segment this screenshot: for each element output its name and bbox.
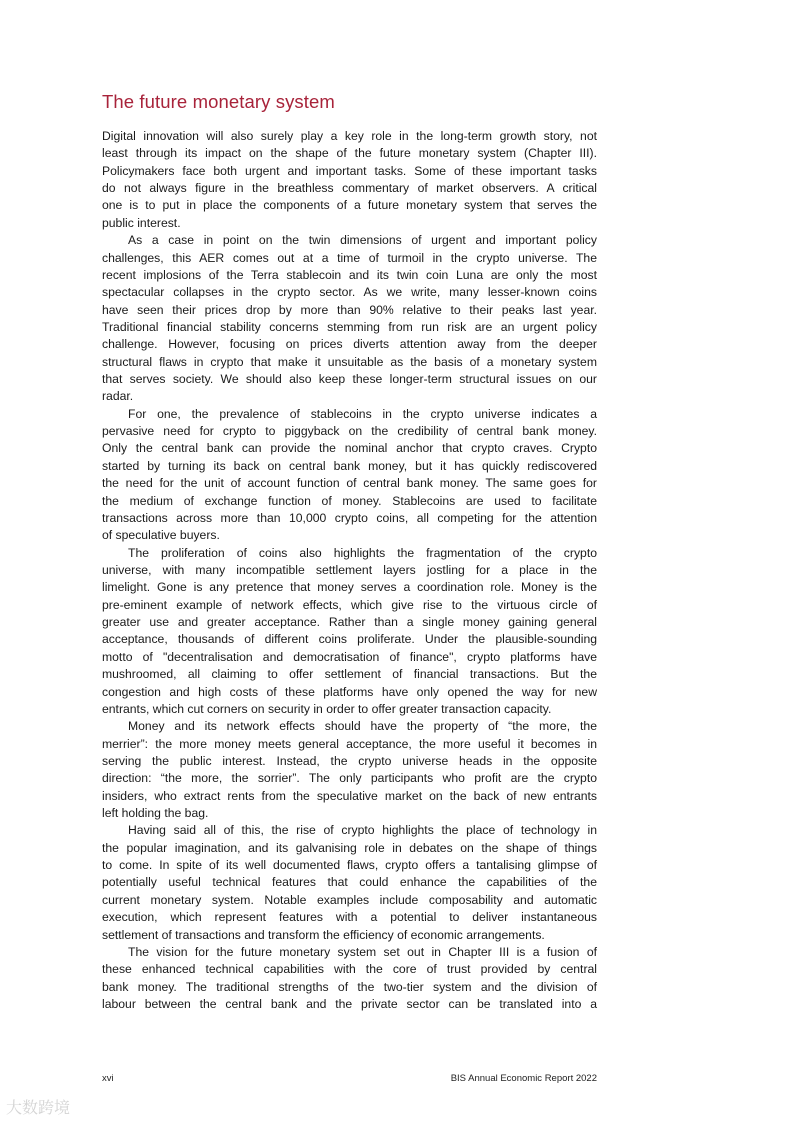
text-line: have seen their prices drop by more than 90% relative to their peaks last year. bbox=[102, 302, 597, 317]
text-line: of speculative buyers. bbox=[102, 528, 220, 543]
text-line: public interest. bbox=[102, 215, 181, 230]
text-line: to come. In spite of its well documented flaws, crypto offers a tantalising glimpse of bbox=[102, 858, 597, 873]
text-line: left holding the bag. bbox=[102, 806, 209, 821]
text-line: merrier”: the more money meets general acceptance, the more useful it becomes in bbox=[102, 736, 597, 751]
text-line: motto of "decentralisation and democratisation of finance", crypto platforms have bbox=[102, 649, 597, 664]
text-line: mushroomed, all claiming to offer settlement of financial transactions. But the bbox=[102, 667, 597, 682]
text-line: do not always figure in the breathless commentary of market observers. A critical bbox=[102, 181, 597, 196]
text-line: potentially useful technical features that could enhance the capabilities of the bbox=[102, 875, 597, 890]
text-line: universe, with many incompatible settlement layers jostling for a place in the bbox=[102, 562, 597, 577]
text-line: entrants, which cut corners on security in order to offer greater transaction capacity. bbox=[102, 701, 552, 716]
text-line: Digital innovation will also surely play a key role in the long-term growth story, not bbox=[102, 129, 597, 143]
paragraph bbox=[102, 545, 597, 719]
paragraph bbox=[102, 944, 597, 1013]
text-line: The proliferation of coins also highlights the fragmentation of the crypto bbox=[128, 545, 597, 560]
watermark-text: 大数跨境 bbox=[6, 1098, 71, 1117]
text-line: Only the central bank can provide the nominal anchor that crypto craves. Crypto bbox=[102, 441, 597, 456]
text-line: least through its impact on the shape of the future monetary system (Chapter III). bbox=[102, 146, 597, 161]
paragraph bbox=[102, 822, 597, 944]
text-line: transactions across more than 10,000 crypto coins, all competing for the attention bbox=[102, 510, 597, 525]
section-title: The future monetary system bbox=[102, 91, 335, 112]
text-line: that serves society. We should also keep these longer-term structural issues on our bbox=[102, 372, 597, 387]
text-line: congestion and high costs of these platforms have only opened the way for new bbox=[102, 684, 597, 699]
body-text bbox=[102, 128, 597, 1013]
text-line: started by turning its back on central bank money, but it has quickly rediscovered bbox=[102, 458, 597, 473]
text-line: Traditional financial stability concerns stemming from run risk are an urgent policy bbox=[102, 319, 597, 334]
paragraph bbox=[102, 232, 597, 406]
text-line: the popular imagination, and its galvanising role in debates on the shape of things bbox=[102, 840, 597, 855]
paragraph bbox=[102, 128, 597, 232]
publication-title: BIS Annual Economic Report 2022 bbox=[450, 1073, 597, 1084]
page-number: xvi bbox=[102, 1073, 114, 1084]
text-line: Money and its network effects should have the property of “the more, the bbox=[128, 719, 597, 734]
text-line: radar. bbox=[102, 389, 134, 404]
watermark-logo bbox=[6, 1095, 70, 1118]
text-line: structural flaws in crypto that make it unsuitable as the basis of a monetary system bbox=[102, 354, 597, 369]
text-line: As a case in point on the twin dimensions of urgent and important policy bbox=[128, 233, 597, 248]
text-line: Having said all of this, the rise of crypto highlights the place of technology in bbox=[128, 823, 597, 838]
text-line: current monetary system. Notable examples include composability and automatic bbox=[102, 892, 597, 907]
text-line: pervasive need for crypto to piggyback on the credibility of central bank money. bbox=[102, 424, 597, 439]
text-line: For one, the prevalence of stablecoins in the crypto universe indicates a bbox=[128, 406, 597, 421]
text-line: greater use and greater acceptance. Rather than a single money gaining general bbox=[102, 615, 597, 630]
text-line: limelight. Gone is any pretence that money serves a coordination role. Money is the bbox=[102, 580, 597, 595]
text-line: the need for the unit of account function of central bank money. The same goes for bbox=[102, 476, 597, 491]
text-line: The vision for the future monetary system set out in Chapter III is a fusion of bbox=[128, 944, 597, 959]
text-line: challenges, this AER comes out at a time of turmoil in the crypto universe. The bbox=[102, 250, 597, 265]
text-line: pre-eminent example of network effects, which give rise to the virtuous circle of bbox=[102, 597, 597, 612]
text-line: bank money. The traditional strengths of the two-tier system and the division of bbox=[102, 979, 597, 994]
text-line: insiders, who extract rents from the speculative market on the back of new entrants bbox=[102, 788, 597, 803]
text-line: Policymakers face both urgent and important tasks. Some of these important tasks bbox=[102, 163, 597, 178]
text-line: serving the public interest. Instead, the crypto universe heads in the opposite bbox=[102, 753, 597, 768]
text-line: one is to put in place the components of a future monetary system that serves the bbox=[102, 198, 597, 213]
text-line: these enhanced technical capabilities with the core of trust provided by central bbox=[102, 962, 597, 977]
text-line: challenge. However, focusing on prices diverts attention away from the deeper bbox=[102, 337, 597, 352]
text-line: recent implosions of the Terra stablecoin and its twin coin Luna are only the most bbox=[102, 267, 597, 282]
text-line: settlement of transactions and transform the efficiency of economic arrangements. bbox=[102, 927, 545, 942]
text-line: spectacular collapses in the crypto sector. As we write, many lesser-known coins bbox=[102, 285, 597, 300]
text-line: direction: “the more, the sorrier”. The only participants who profit are the crypto bbox=[102, 771, 597, 786]
text-line: execution, which represent features with a potential to deliver instantaneous bbox=[102, 910, 597, 925]
text-line: labour between the central bank and the private sector can be translated into a bbox=[102, 996, 597, 1011]
paragraph bbox=[102, 406, 597, 545]
paragraph bbox=[102, 718, 597, 822]
text-line: the medium of exchange function of money. Stablecoins are used to facilitate bbox=[102, 493, 597, 508]
text-line: acceptance, thousands of different coins proliferate. Under the plausible-sounding bbox=[102, 632, 597, 647]
